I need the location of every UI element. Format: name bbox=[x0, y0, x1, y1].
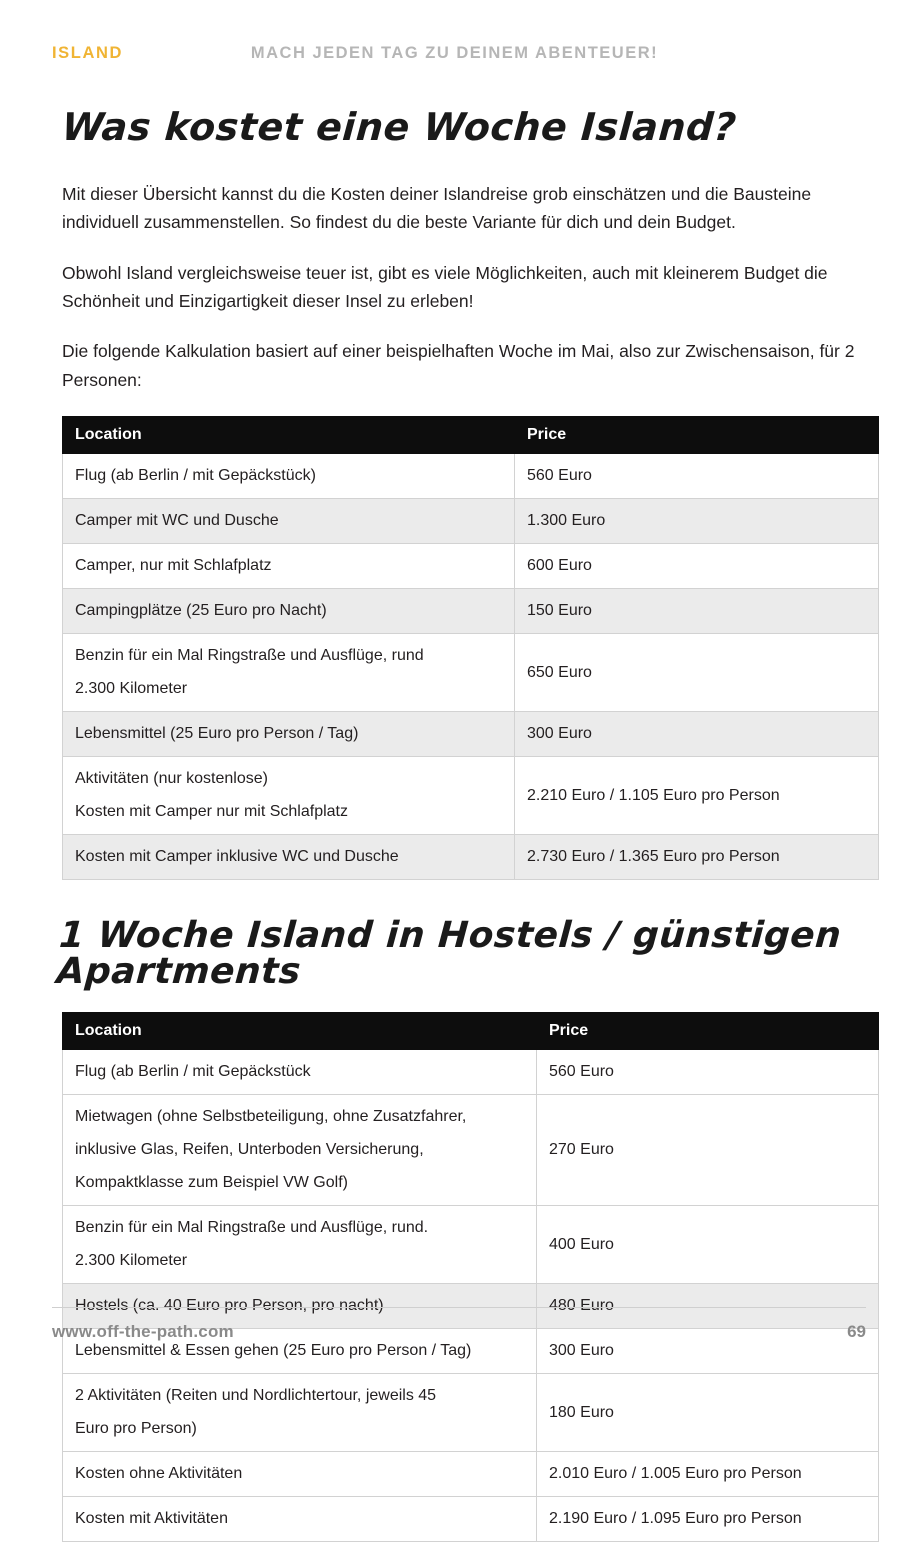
cell-location-line: 2 Aktivitäten (Reiten und Nordlichtertour, jeweils 45 bbox=[75, 1387, 437, 1405]
cost-table-hostels bbox=[62, 1012, 879, 1542]
table-header-row bbox=[63, 1013, 879, 1050]
column-header-location: Location bbox=[63, 1013, 537, 1050]
cell-price: 600 Euro bbox=[515, 544, 879, 589]
cell-price: 560 Euro bbox=[515, 454, 879, 499]
cell-price: 270 Euro bbox=[537, 1095, 879, 1206]
cell-location bbox=[63, 1374, 537, 1452]
page-header bbox=[52, 0, 866, 78]
cell-price: 650 Euro bbox=[515, 634, 879, 712]
table-row bbox=[63, 544, 879, 589]
paragraph-1: Mit dieser Übersicht kannst du die Kosten deiner Islandreise grob einschätzen und die Bausteine individuell zusammenstellen. So findest du die beste Variante für dich und dein Budget. bbox=[62, 184, 812, 233]
cell-location-line: Benzin für ein Mal Ringstraße und Ausflüge, rund bbox=[75, 647, 424, 665]
cell-location-line: Kompaktklasse zum Beispiel VW Golf) bbox=[75, 1174, 348, 1192]
table-row bbox=[63, 835, 879, 880]
cell-location bbox=[63, 634, 515, 712]
table-row bbox=[63, 1497, 879, 1542]
cell-location: Lebensmittel (25 Euro pro Person / Tag) bbox=[63, 712, 515, 757]
cell-location: Hostels (ca. 40 Euro pro Person, pro nacht) bbox=[63, 1284, 537, 1329]
cell-price: 2.730 Euro / 1.365 Euro pro Person bbox=[515, 835, 879, 880]
cell-location: Campingplätze (25 Euro pro Nacht) bbox=[63, 589, 515, 634]
table-row bbox=[63, 1050, 879, 1095]
table-row bbox=[63, 1095, 879, 1206]
cell-location: Flug (ab Berlin / mit Gepäckstück) bbox=[63, 454, 515, 499]
header-tagline: MACH JEDEN TAG ZU DEINEM ABENTEUER! bbox=[250, 44, 659, 62]
cell-location-line: Euro pro Person) bbox=[75, 1420, 197, 1438]
table-row bbox=[63, 1374, 879, 1452]
cell-price: 300 Euro bbox=[537, 1329, 879, 1374]
cell-price: 180 Euro bbox=[537, 1374, 879, 1452]
cell-location bbox=[63, 1206, 537, 1284]
cell-location-line: Kosten mit Camper nur mit Schlafplatz bbox=[75, 803, 348, 821]
cell-price: 2.190 Euro / 1.095 Euro pro Person bbox=[537, 1497, 879, 1542]
cell-location bbox=[63, 1095, 537, 1206]
section-title-hostels: 1 Woche Island in Hostels / günstigen Apartments bbox=[55, 915, 843, 993]
table-row bbox=[63, 454, 879, 499]
cell-location-line: Aktivitäten (nur kostenlose) bbox=[75, 770, 268, 788]
intro-text-block bbox=[52, 180, 866, 394]
table-row bbox=[63, 757, 879, 835]
cell-price: 1.300 Euro bbox=[515, 499, 879, 544]
table-row bbox=[63, 499, 879, 544]
cell-price: 150 Euro bbox=[515, 589, 879, 634]
cell-price: 2.010 Euro / 1.005 Euro pro Person bbox=[537, 1452, 879, 1497]
column-header-location: Location bbox=[63, 417, 515, 454]
cell-price: 560 Euro bbox=[537, 1050, 879, 1095]
paragraph-2: Obwohl Island vergleichsweise teuer ist, gibt es viele Möglichkeiten, auch mit kleinerem Budget die Schönheit und Einzigartigkeit dieser Insel zu erleben! bbox=[62, 262, 828, 312]
column-header-price: Price bbox=[515, 417, 879, 454]
cell-location bbox=[63, 757, 515, 835]
cell-location: Camper mit WC und Dusche bbox=[63, 499, 515, 544]
cell-location-line: inklusive Glas, Reifen, Unterboden Versicherung, bbox=[75, 1141, 424, 1159]
table-row bbox=[63, 589, 879, 634]
page-title: Was kostet eine Woche Island? bbox=[60, 105, 738, 149]
table-row bbox=[63, 634, 879, 712]
cost-table-camper bbox=[62, 416, 879, 880]
cell-price: 300 Euro bbox=[515, 712, 879, 757]
cell-location-line: 2.300 Kilometer bbox=[75, 1252, 188, 1270]
table-row bbox=[63, 1206, 879, 1284]
cell-price: 400 Euro bbox=[537, 1206, 879, 1284]
table-row bbox=[63, 712, 879, 757]
cell-location: Camper, nur mit Schlafplatz bbox=[63, 544, 515, 589]
cell-location: Flug (ab Berlin / mit Gepäckstück bbox=[63, 1050, 537, 1095]
footer-page-number: 69 bbox=[847, 1322, 866, 1341]
table-row bbox=[63, 1452, 879, 1497]
header-brand: ISLAND bbox=[52, 44, 124, 62]
page-footer bbox=[52, 1307, 866, 1342]
cell-location: Kosten ohne Aktivitäten bbox=[63, 1452, 537, 1497]
column-header-price: Price bbox=[537, 1013, 879, 1050]
cell-location: Lebensmittel & Essen gehen (25 Euro pro Person / Tag) bbox=[63, 1329, 537, 1374]
cell-location-line: Mietwagen (ohne Selbstbeteiligung, ohne Zusatzfahrer, bbox=[75, 1108, 467, 1126]
cell-location: Kosten mit Aktivitäten bbox=[63, 1497, 537, 1542]
cell-location-line: 2.300 Kilometer bbox=[75, 680, 188, 698]
cell-price: 480 Euro bbox=[537, 1284, 879, 1329]
footer-website-url: www.off-the-path.com bbox=[52, 1322, 234, 1341]
cell-location: Kosten mit Camper inklusive WC und Dusche bbox=[63, 835, 515, 880]
cell-location-line: Benzin für ein Mal Ringstraße und Ausflüge, rund. bbox=[75, 1219, 429, 1237]
table-header-row bbox=[63, 417, 879, 454]
paragraph-3: Die folgende Kalkulation basiert auf einer beispielhaften Woche im Mai, also zur Zwischensaison, für 2 Personen: bbox=[62, 341, 855, 390]
cell-price: 2.210 Euro / 1.105 Euro pro Person bbox=[515, 757, 879, 835]
